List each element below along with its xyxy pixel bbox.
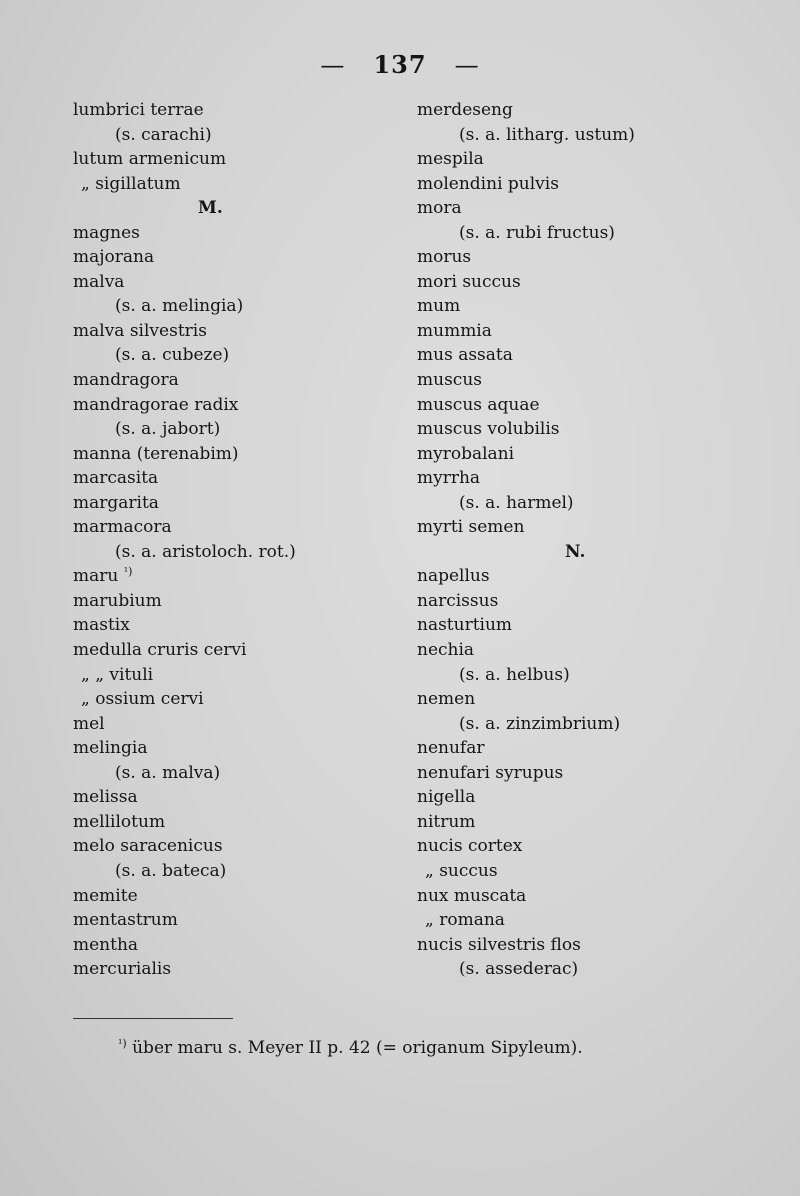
glossary-entry: myrrha [417, 468, 481, 489]
footnote-marker: ¹) [118, 1037, 127, 1050]
glossary-entry: marubium [73, 590, 162, 611]
glossary-entry: „ sigillatum [81, 173, 181, 194]
glossary-entry: mel [73, 713, 105, 734]
section-heading: M. [198, 198, 223, 219]
right-column [417, 98, 787, 982]
glossary-entry: mercurialis [73, 959, 172, 980]
glossary-entry: (s. a. zinzimbrium) [459, 713, 621, 734]
glossary-entry: (s. a. rubi fructus) [459, 222, 615, 243]
glossary-entry: nemen [417, 689, 476, 710]
glossary-entry: marcasita [73, 468, 159, 489]
glossary-entry: melissa [73, 787, 138, 808]
glossary-entry: mastix [73, 615, 130, 636]
glossary-entry: morus [417, 247, 472, 268]
header-dash-left: — [320, 51, 346, 79]
footnote-text: über maru s. Meyer II p. 42 (= origanum Sipyleum). [126, 1038, 583, 1058]
glossary-entry: medulla cruris cervi [73, 640, 247, 661]
glossary-entry: lutum armenicum [73, 149, 227, 170]
glossary-entry: (s. a. melingia) [115, 296, 244, 317]
glossary-entry: „ succus [425, 860, 498, 881]
glossary-entry: magnes [73, 222, 140, 243]
glossary-entry: molendini pulvis [417, 173, 559, 194]
glossary-entry: napellus [417, 566, 490, 587]
glossary-entry: „ ossium cervi [81, 689, 204, 710]
glossary-entry: „ romana [425, 910, 505, 931]
glossary-entry: mellilotum [73, 811, 166, 832]
glossary-entry: narcissus [417, 590, 499, 611]
glossary-entry: (s. a. harmel) [459, 492, 574, 513]
page-header [0, 50, 800, 79]
glossary-entry: maru $^{^1)}$ [73, 565, 133, 587]
glossary-entry: (s. a. litharg. ustum) [459, 124, 635, 145]
glossary-entry: myrobalani [417, 443, 515, 464]
glossary-entry: mandragora [73, 370, 179, 391]
glossary-entry: (s. assederac) [459, 959, 579, 980]
glossary-entry: nux muscata [417, 885, 527, 906]
glossary-entry: nucis silvestris flos [417, 934, 581, 955]
section-heading: N. [565, 541, 586, 562]
page-number: 137 [373, 50, 427, 79]
glossary-entry: nasturtium [417, 615, 513, 636]
glossary-entry: malva silvestris [73, 320, 207, 341]
glossary-entry: mori succus [417, 271, 521, 292]
glossary-entry: melo saracenicus [73, 836, 223, 857]
glossary-entry: mentha [73, 934, 139, 955]
glossary-entry: (s. a. bateca) [115, 860, 227, 881]
glossary-entry: nenufari syrupus [417, 762, 564, 783]
glossary-entry: nenufar [417, 738, 485, 759]
glossary-entry: malva [73, 271, 125, 292]
footnote-ref: ¹) [123, 565, 133, 579]
glossary-entry: (s. carachi) [115, 124, 212, 145]
glossary-entry: mus assata [417, 345, 513, 366]
glossary-entry: melingia [73, 738, 148, 759]
glossary-entry: nitrum [417, 811, 476, 832]
glossary-entry: nigella [417, 787, 476, 808]
glossary-entry: mora [417, 198, 462, 219]
glossary-entry: majorana [73, 247, 155, 268]
glossary-entry: mum [417, 296, 461, 317]
glossary-entry: mentastrum [73, 910, 178, 931]
glossary-entry: marmacora [73, 517, 172, 538]
glossary-entry: mummia [417, 320, 492, 341]
glossary-entry: muscus volubilis [417, 419, 560, 440]
left-column [73, 98, 403, 982]
glossary-entry: nechia [417, 640, 475, 661]
glossary-entry: mespila [417, 149, 484, 170]
glossary-entry: memite [73, 885, 138, 906]
header-dash-right: — [454, 51, 480, 79]
glossary-entry: manna (terenabim) [73, 443, 239, 464]
glossary-entry: „ „ vituli [81, 664, 154, 685]
glossary-entry: merdeseng [417, 100, 513, 120]
glossary-entry: muscus [417, 370, 482, 391]
glossary-entry: lumbrici terrae [73, 100, 204, 120]
glossary-entry: (s. a. helbus) [459, 664, 570, 685]
glossary-entry: mandragorae radix [73, 394, 239, 415]
glossary-entry: margarita [73, 492, 159, 513]
glossary-entry: (s. a. malva) [115, 762, 221, 783]
glossary-entry: (s. a. jabort) [115, 419, 221, 440]
glossary-entry: (s. a. aristoloch. rot.) [115, 541, 296, 562]
glossary-entry: (s. a. cubeze) [115, 345, 230, 366]
glossary-entry: nucis cortex [417, 836, 523, 857]
glossary-entry: muscus aquae [417, 394, 540, 415]
footnote-rule [73, 1018, 233, 1019]
glossary-entry: myrti semen [417, 517, 525, 538]
footnote [118, 1038, 583, 1058]
